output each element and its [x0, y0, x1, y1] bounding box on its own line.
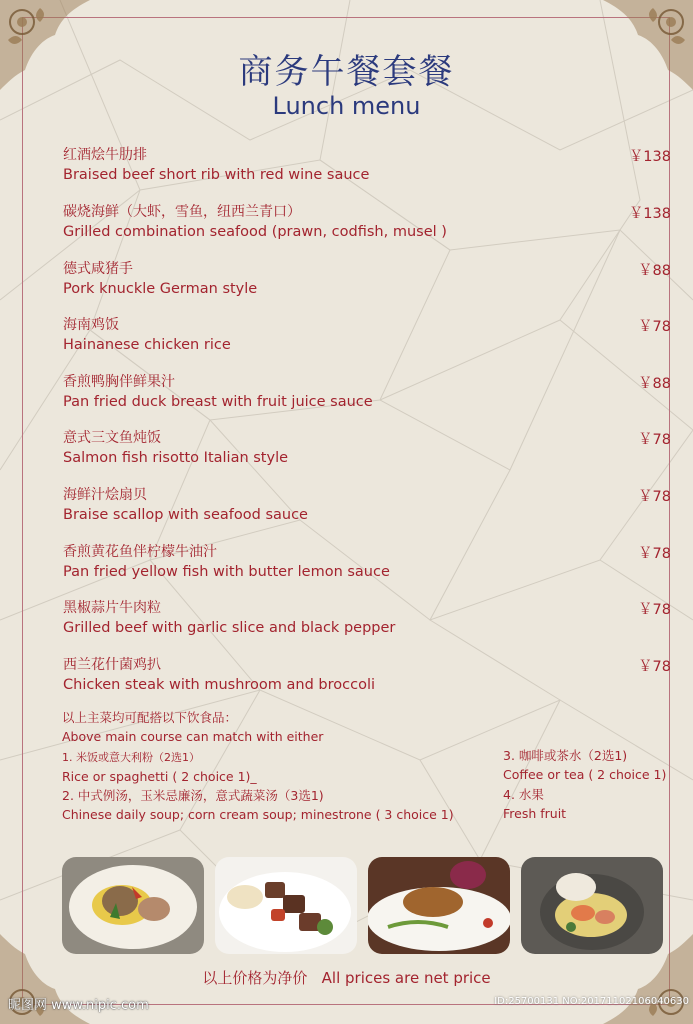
menu-item [63, 145, 671, 185]
option-2-cn: 2. 中式例汤，玉米忌廉汤，意式蔬菜汤（3选1) [62, 788, 324, 804]
option-3-cn: 3. 咖啡或茶水（2选1) [503, 748, 628, 763]
dish-name-en: Braise scallop with seafood sauce [63, 507, 308, 523]
option-1-cn: 1. 米饭或意大利粉（2选1） [62, 750, 200, 764]
dish-photo [368, 857, 510, 954]
dish-name-en: Chicken steak with mushroom and broccoli [63, 677, 375, 693]
menu-item [63, 655, 671, 695]
dish-price: ￥78 [638, 546, 671, 562]
dish-name-cn: 香煎黄花鱼伴柠檬牛油汁 [63, 544, 217, 560]
dish-photo [521, 857, 663, 954]
dish-price: ￥138 [628, 149, 671, 165]
side-options-left [62, 708, 492, 825]
options-intro-cn: 以上主菜均可配搭以下饮食品： [62, 710, 238, 725]
dish-name-en: Grilled combination seafood (prawn, codfish, musel ) [63, 224, 447, 240]
dish-name-en: Pan fried yellow fish with butter lemon sauce [63, 564, 390, 580]
dish-name-cn: 意式三文鱼炖饭 [63, 430, 161, 446]
price-note-cn: 以上价格为净价 [202, 969, 308, 987]
price-note [0, 967, 693, 988]
dish-name-en: Pork knuckle German style [63, 281, 258, 297]
page-title: 商务午餐套餐 [238, 52, 455, 92]
dish-name-cn: 西兰花什菌鸡扒 [63, 657, 161, 673]
options-intro-en: Above main course can match with either [62, 729, 324, 745]
option-4-en: Fresh fruit [503, 805, 567, 821]
menu-item [63, 598, 671, 638]
option-4-cn: 4. 水果 [503, 786, 544, 802]
option-3-en: Coffee or tea ( 2 choice 1) [503, 767, 667, 783]
menu-item [63, 428, 671, 468]
dish-photo [215, 857, 357, 954]
dish-name-en: Braised beef short rib with red wine sauce [63, 167, 370, 183]
watermark-logo: 昵图网 www.nipic.com [8, 998, 149, 1013]
menu-item [63, 315, 671, 355]
dish-price: ￥78 [638, 432, 671, 448]
option-2-en: Chinese daily soup; corn cream soup; minestrone ( 3 choice 1) [62, 807, 454, 823]
watermark-id: ID:25700131 NO:20171102106040630 [494, 996, 689, 1007]
dish-name-cn: 黑椒蒜片牛肉粒 [63, 600, 161, 616]
menu-item [63, 542, 671, 582]
page-subtitle: Lunch menu [272, 92, 421, 120]
option-1-en: Rice or spaghetti ( 2 choice 1)_ [62, 768, 257, 784]
dish-price: ￥78 [638, 489, 671, 505]
dish-name-cn: 香煎鸭胸伴鲜果汁 [63, 374, 175, 390]
dish-name-en: Hainanese chicken rice [63, 337, 231, 353]
dish-price: ￥78 [638, 602, 671, 618]
dish-price: ￥88 [638, 263, 671, 279]
dish-name-en: Grilled beef with garlic slice and black pepper [63, 620, 396, 636]
menu-item [63, 485, 671, 525]
menu-item [63, 259, 671, 299]
side-options-right [503, 746, 683, 823]
dish-name-cn: 海鲜汁烩扇贝 [63, 487, 147, 503]
dish-photo [62, 857, 204, 954]
dish-price: ￥78 [638, 659, 671, 675]
menu-item [63, 372, 671, 412]
dish-price: ￥88 [638, 376, 671, 392]
price-note-en: All prices are net price [321, 969, 491, 987]
dish-name-en: Salmon fish risotto Italian style [63, 450, 289, 466]
dish-name-cn: 海南鸡饭 [63, 317, 119, 333]
dish-price: ￥78 [638, 319, 671, 335]
menu-item [63, 202, 671, 242]
dish-name-cn: 碳烧海鲜（大虾，雪鱼，纽西兰青口） [63, 204, 301, 220]
dish-name-cn: 红酒烩牛肋排 [63, 147, 147, 163]
dish-name-cn: 德式咸猪手 [63, 261, 133, 277]
dish-name-en: Pan fried duck breast with fruit juice sauce [63, 394, 373, 410]
dish-price: ￥138 [628, 206, 671, 222]
